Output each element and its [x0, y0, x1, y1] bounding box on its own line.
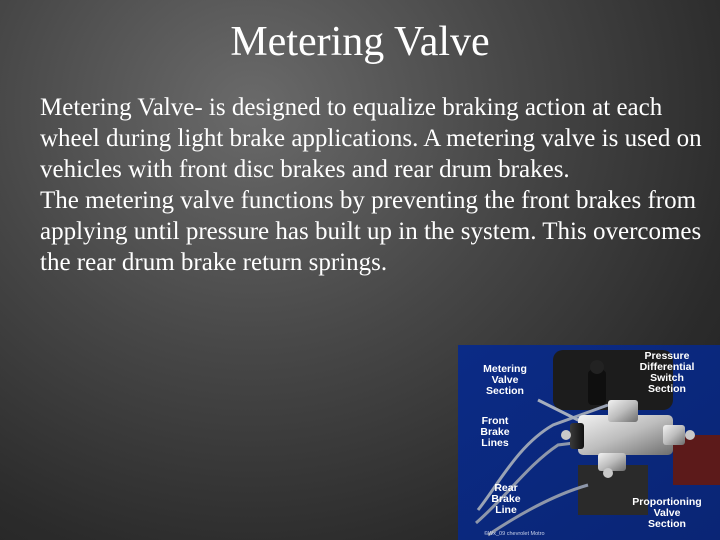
label-metering-valve-section: Metering Valve Section	[483, 363, 527, 397]
combination-valve-photo	[458, 345, 720, 540]
paragraph-function: The metering valve functions by preventing the front brakes from applying until pressure has built up in the system. This overcomes the rear drum brake return springs.	[40, 187, 702, 276]
slide-body	[40, 92, 708, 278]
label-front-brake-lines: Front Brake Lines	[480, 415, 510, 449]
label-proportioning-valve-section: Proportioning Valve Section	[632, 496, 702, 530]
slide-title: Metering Valve	[230, 19, 490, 65]
paragraph-definition: Metering Valve- is designed to equalize braking action at each wheel during light brake applications. A metering valve is used on vehicles with front disc brakes and rear drum brakes.	[40, 94, 702, 183]
label-pressure-differential-switch-section: Pressure Differential Switch Section	[639, 350, 695, 395]
label-rear-brake-line: Rear Brake Line	[491, 482, 521, 516]
photo-credit: ©Wx_09 chevrolet Motro	[484, 531, 545, 537]
